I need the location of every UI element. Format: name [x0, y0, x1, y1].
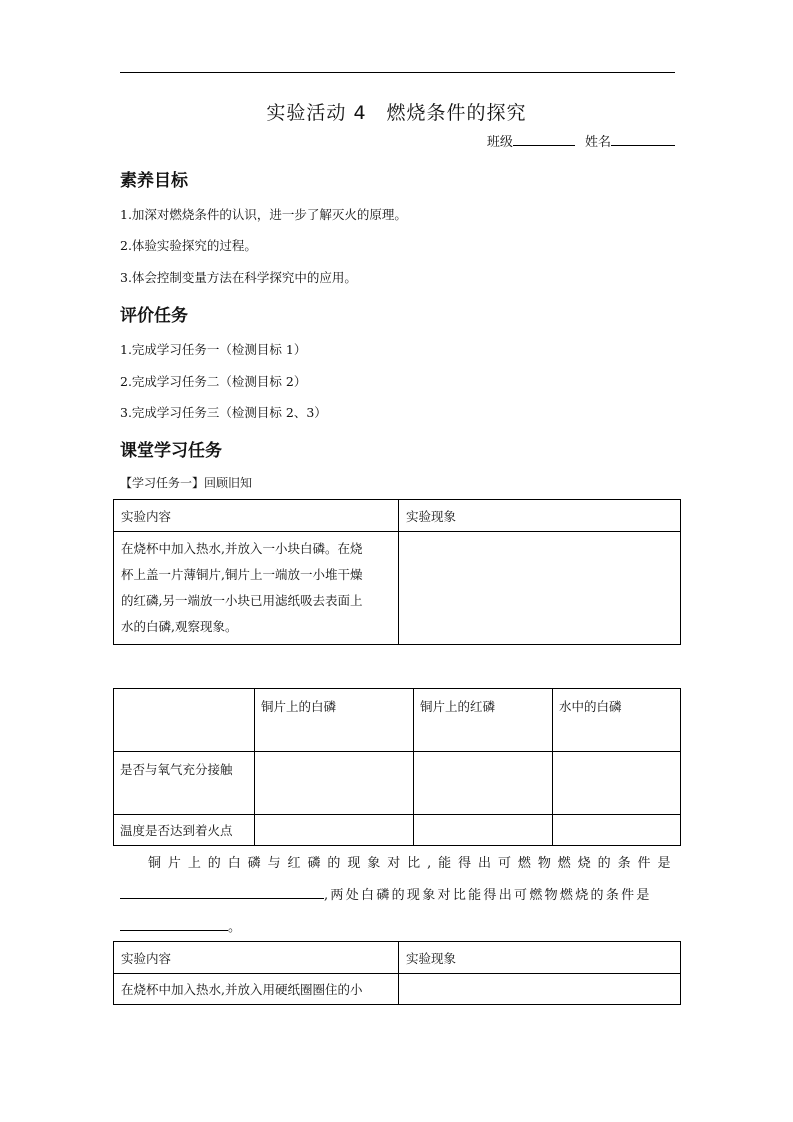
table-header: 铜片上的红磷 — [414, 689, 553, 752]
evaluation-item: 2.完成学习任务二（检测目标 2） — [120, 374, 307, 389]
goal-item: 1.加深对燃烧条件的认识，进一步了解灭火的原理。 — [120, 207, 407, 222]
table-header: 水中的白磷 — [553, 689, 681, 752]
table-header: 铜片上的白磷 — [255, 689, 414, 752]
experiment-table-2 — [113, 941, 681, 1005]
page-title: 实验活动 4 燃烧条件的探究 — [266, 102, 527, 124]
goal-item: 2.体验实验探究的过程。 — [120, 238, 257, 253]
task1-label: 【学习任务一】回顾旧知 — [120, 476, 253, 490]
content-line: 水的白磷,观察现象。 — [121, 619, 238, 634]
phenomenon-answer-cell[interactable] — [399, 974, 681, 1005]
table-header: 实验内容 — [114, 942, 399, 974]
table-header: 实验内容 — [114, 500, 399, 532]
table-header: 实验现象 — [399, 942, 681, 974]
experiment-content-cell — [114, 532, 399, 645]
name-label: 姓名 — [584, 135, 611, 150]
answer-blank-2[interactable] — [120, 918, 228, 931]
conclusion-end: 。 — [228, 920, 242, 935]
answer-blank-1[interactable] — [120, 886, 324, 899]
evaluation-heading: 评价任务 — [120, 306, 188, 326]
experiment-content-cell: 在烧杯中加入热水,并放入用硬纸圈圈住的小 — [114, 974, 399, 1005]
answer-cell[interactable] — [553, 752, 681, 815]
answer-cell[interactable] — [414, 752, 553, 815]
experiment-table-1 — [113, 499, 681, 645]
answer-cell[interactable] — [414, 815, 553, 846]
conclusion-text: 铜片上的白磷与红磷的现象对比,能得出可燃物燃烧的条件是 — [148, 856, 675, 871]
observation-table — [113, 688, 681, 846]
answer-cell[interactable] — [255, 815, 414, 846]
goal-item: 3.体会控制变量方法在科学探究中的应用。 — [120, 270, 357, 285]
goals-heading: 素养目标 — [120, 171, 188, 191]
content-line: 在烧杯中加入热水,并放入一小块白磷。在烧 — [121, 541, 363, 556]
phenomenon-answer-cell[interactable] — [399, 532, 681, 645]
answer-cell[interactable] — [255, 752, 414, 815]
class-label: 班级 — [486, 135, 513, 150]
class-blank[interactable] — [513, 133, 575, 146]
evaluation-item: 1.完成学习任务一（检测目标 1） — [120, 342, 307, 357]
conclusion-text: ,两处白磷的现象对比能得出可燃物燃烧的条件是 — [324, 888, 652, 903]
class-name-line — [487, 131, 675, 150]
content-line: 杯上盖一片薄铜片,铜片上一端放一小堆干燥 — [121, 567, 363, 582]
evaluation-item: 3.完成学习任务三（检测目标 2、3） — [120, 405, 327, 420]
answer-cell[interactable] — [553, 815, 681, 846]
conclusion-line-3 — [120, 912, 675, 944]
tasks-heading: 课堂学习任务 — [120, 441, 222, 461]
row-label: 是否与氧气充分接触 — [114, 752, 255, 815]
name-blank[interactable] — [611, 133, 675, 146]
row-label: 温度是否达到着火点 — [114, 815, 255, 846]
content-line: 的红磷,另一端放一小块已用滤纸吸去表面上 — [121, 593, 363, 608]
header-rule — [120, 72, 675, 73]
table-header: 实验现象 — [399, 500, 681, 532]
table-corner — [114, 689, 255, 752]
conclusion-line-2 — [120, 880, 675, 912]
conclusion-line-1 — [120, 848, 675, 880]
